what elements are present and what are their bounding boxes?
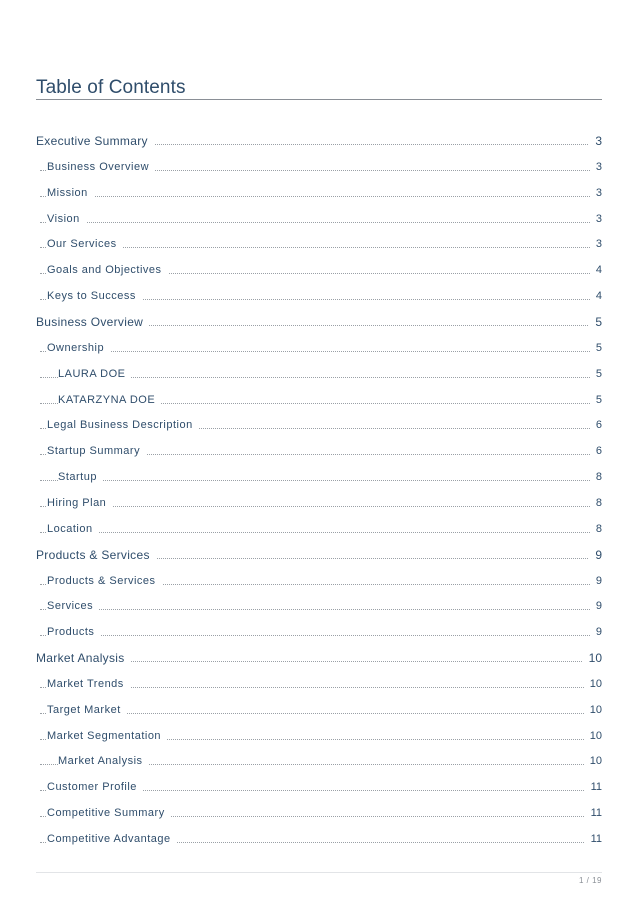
toc-entry-label: Services xyxy=(47,598,99,614)
page-indicator: 1 / 19 xyxy=(578,876,602,885)
toc-entry[interactable] xyxy=(0,417,638,435)
toc-entry-page-number: 11 xyxy=(585,831,602,847)
toc-entry[interactable] xyxy=(0,547,638,565)
toc-entry[interactable] xyxy=(0,598,638,616)
toc-entry-page-number: 3 xyxy=(589,133,602,149)
toc-entry-page-number: 11 xyxy=(585,779,602,795)
toc-entry-page-number: 5 xyxy=(589,314,602,330)
toc-entry-page-number: 5 xyxy=(590,340,602,356)
toc-entry-label: Vision xyxy=(47,211,86,227)
toc-entry-label: Market Segmentation xyxy=(47,728,167,744)
toc-entry-page-number: 9 xyxy=(590,573,602,589)
dot-leader xyxy=(40,222,592,223)
toc-entry-label: Executive Summary xyxy=(36,133,154,149)
toc-entry-label: Customer Profile xyxy=(47,779,143,795)
toc-entry-page-number: 5 xyxy=(590,392,602,408)
toc-entry[interactable] xyxy=(0,469,638,487)
toc-entry-page-number: 8 xyxy=(590,495,602,511)
toc-entry-label: Products xyxy=(47,624,100,640)
toc-entry-page-number: 3 xyxy=(590,236,602,252)
toc-entry[interactable] xyxy=(0,185,638,203)
toc-entry-label: Business Overview xyxy=(47,159,155,175)
dot-leader xyxy=(40,480,592,481)
toc-entry-label: Hiring Plan xyxy=(47,495,112,511)
toc-entry-label: Products & Services xyxy=(36,547,156,563)
dot-leader xyxy=(40,609,592,610)
toc-entry-label: Competitive Advantage xyxy=(47,831,177,847)
toc-entry[interactable] xyxy=(0,805,638,823)
toc-entry-page-number: 6 xyxy=(590,417,602,433)
toc-entry[interactable] xyxy=(0,831,638,849)
toc-entry[interactable] xyxy=(0,262,638,280)
toc-entry-label: Market Analysis xyxy=(36,650,131,666)
toc-entry-page-number: 9 xyxy=(589,547,602,563)
toc-entry[interactable] xyxy=(0,521,638,539)
toc-entry[interactable] xyxy=(0,650,638,668)
toc-entry-page-number: 10 xyxy=(584,702,602,718)
toc-entry[interactable] xyxy=(0,288,638,306)
toc-entry-page-number: 10 xyxy=(584,753,602,769)
toc-entry-label: LAURA DOE xyxy=(58,366,131,382)
toc-entry-label: Business Overview xyxy=(36,314,149,330)
dot-leader xyxy=(40,351,592,352)
toc-entry[interactable] xyxy=(0,392,638,410)
toc-entry-page-number: 11 xyxy=(585,805,602,821)
toc-entry-label: Our Services xyxy=(47,236,123,252)
page-title: Table of Contents xyxy=(36,77,186,98)
toc-entry-label: Keys to Success xyxy=(47,288,142,304)
toc-entry-page-number: 10 xyxy=(584,676,602,692)
toc-entry[interactable] xyxy=(0,211,638,229)
toc-entry-page-number: 9 xyxy=(590,598,602,614)
toc-entry-label: Legal Business Description xyxy=(47,417,199,433)
toc-entry-page-number: 3 xyxy=(590,185,602,201)
toc-entry-label: Startup Summary xyxy=(47,443,146,459)
toc-entry[interactable] xyxy=(0,314,638,332)
toc-entry-label: Ownership xyxy=(47,340,110,356)
toc-entry-page-number: 10 xyxy=(584,728,602,744)
toc-entry-label: Competitive Summary xyxy=(47,805,171,821)
toc-entry[interactable] xyxy=(0,702,638,720)
toc-entry[interactable] xyxy=(0,676,638,694)
toc-entry[interactable] xyxy=(0,753,638,771)
toc-entry-page-number: 8 xyxy=(590,469,602,485)
toc-entry-label: Location xyxy=(47,521,99,537)
toc-entry-page-number: 4 xyxy=(590,288,602,304)
toc-entry-label: Goals and Objectives xyxy=(47,262,168,278)
toc-entry-page-number: 5 xyxy=(590,366,602,382)
toc-entry-page-number: 6 xyxy=(590,443,602,459)
toc-entry-page-number: 10 xyxy=(583,650,602,666)
toc-entry-label: Market Trends xyxy=(47,676,130,692)
toc-entry-page-number: 8 xyxy=(590,521,602,537)
toc-entry-page-number: 3 xyxy=(590,211,602,227)
toc-entry[interactable] xyxy=(0,133,638,151)
toc-entry-label: KATARZYNA DOE xyxy=(58,392,161,408)
toc-entry[interactable] xyxy=(0,779,638,797)
toc-entry[interactable] xyxy=(0,495,638,513)
dot-leader xyxy=(40,532,592,533)
dot-leader xyxy=(40,506,592,507)
toc-entry-label: Target Market xyxy=(47,702,127,718)
toc-entry[interactable] xyxy=(0,624,638,642)
footer-divider xyxy=(36,872,602,873)
dot-leader xyxy=(40,635,592,636)
toc-entry-label: Mission xyxy=(47,185,94,201)
toc-entry-page-number: 3 xyxy=(590,159,602,175)
toc-entry-page-number: 4 xyxy=(590,262,602,278)
toc-entry[interactable] xyxy=(0,159,638,177)
toc-entry-label: Products & Services xyxy=(47,573,162,589)
dot-leader xyxy=(40,196,592,197)
title-divider xyxy=(36,99,602,100)
toc-entry-label: Market Analysis xyxy=(58,753,149,769)
toc-entry[interactable] xyxy=(0,236,638,254)
toc-entry[interactable] xyxy=(0,340,638,358)
toc-entry-page-number: 9 xyxy=(590,624,602,640)
toc-entry[interactable] xyxy=(0,573,638,591)
toc-entry[interactable] xyxy=(0,366,638,384)
toc-entry[interactable] xyxy=(0,443,638,461)
dot-leader xyxy=(40,247,592,248)
toc-entry-label: Startup xyxy=(58,469,103,485)
toc-entry[interactable] xyxy=(0,728,638,746)
